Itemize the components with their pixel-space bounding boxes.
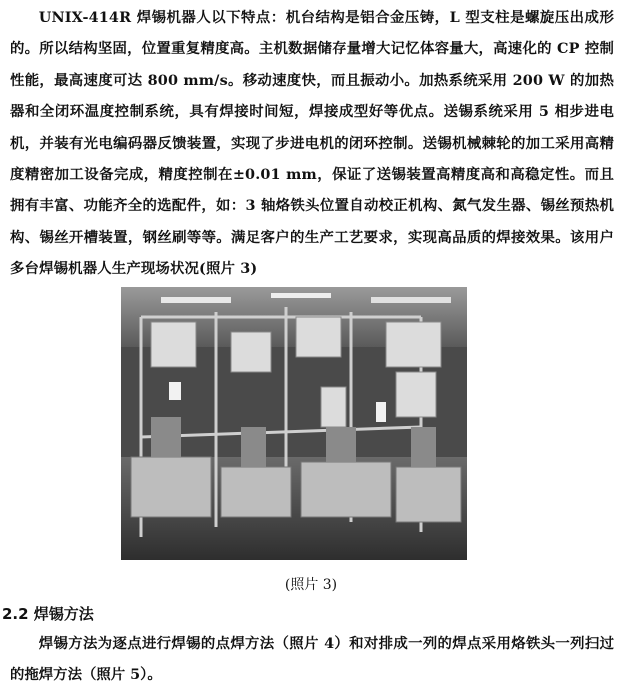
- section-paragraph: 焊锡方法为逐点进行焊锡的点焊方法（照片 4）和对排成一列的焊点采用烙铁头一列扫过的拖焊方法（照片 5）。: [10, 635, 614, 683]
- section-heading: 2.2 焊锡方法: [2, 605, 94, 623]
- photo-caption: (照片 3): [284, 577, 338, 593]
- body-paragraph: UNIX-414R 焊锡机器人以下特点：机台结构是铝合金压铸，L 型支柱是螺旋压出成形的。所以结构坚固，位置重复精度高。主机数据储存量增大记忆体容量大，高速化的 CP 控制性能，最高速度可达 800 mm/s。移动速度快，而且振动小。加热系统采用 200 W 的加热器和全闭环温度控制系统，具有焊接时间短，焊接成型好等优点。送锡系统采用 5 相步进电机，并装有光电编码器反馈装置，实现了步进电机的闭环控制。送锡机械棘轮的加工采用高精度精密加工设备完成，精度控制在±0.01 mm，保证了送锡装置高精度高和高稳定性。而且拥有丰富、功能齐全的选配件，如：3 轴烙铁头位置自动校正机构、氮气发生器、锡丝预热机构、锡丝开槽装置，钢丝刷等等。满足客户的生产工艺要求，实现高品质的焊接效果。该用户多台焊锡机器人生产现场状况(照片 3): [10, 9, 614, 278]
- production-photo: [121, 287, 467, 560]
